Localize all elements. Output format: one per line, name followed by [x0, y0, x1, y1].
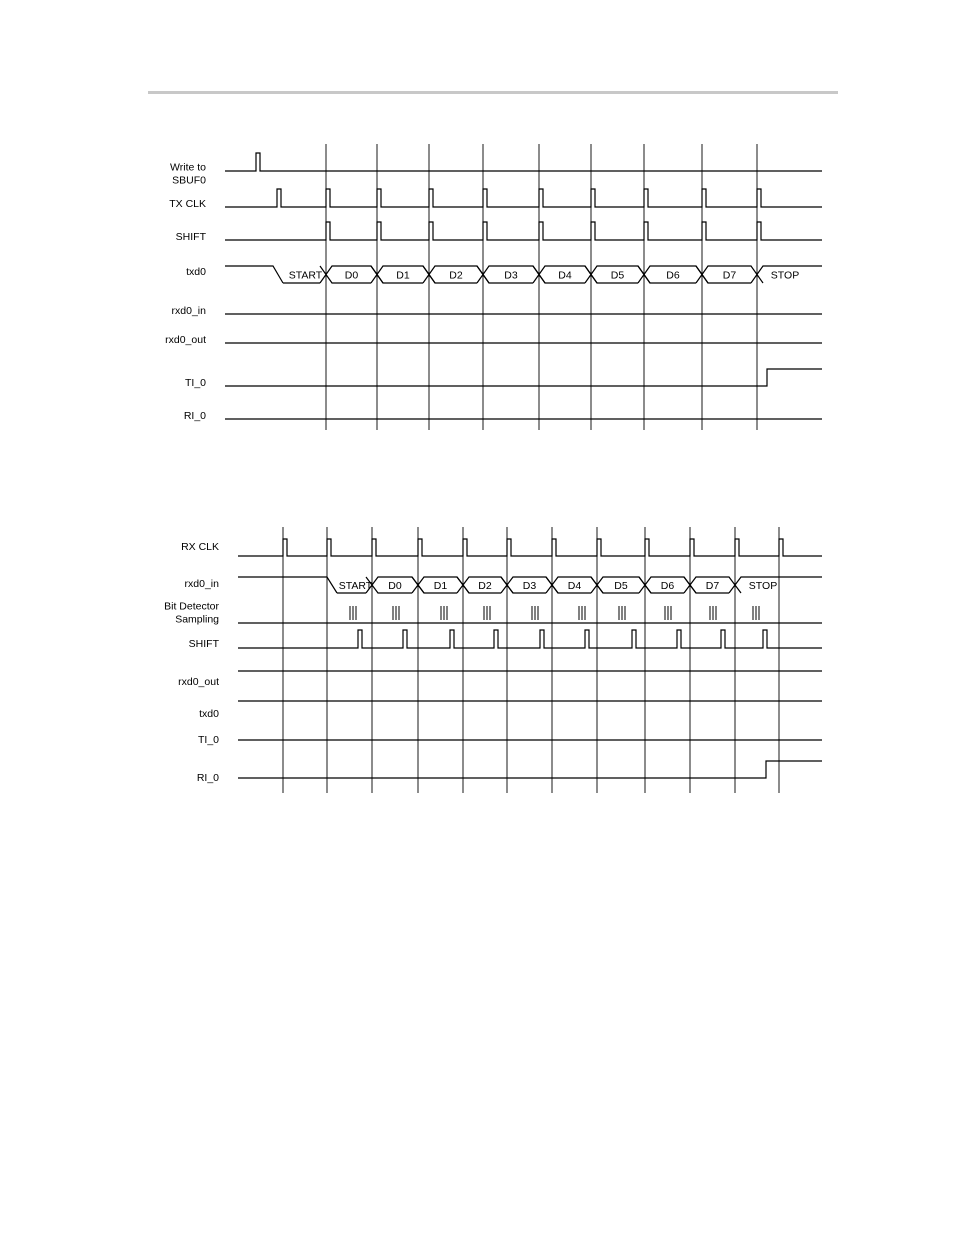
rx-rxd0-in-field-label: D2	[478, 580, 492, 592]
tx-label-rxd0-in: rxd0_in	[171, 305, 206, 317]
tx-txd0-field-label: D1	[396, 269, 410, 282]
rx-rxd0-in-field-label: D4	[567, 580, 582, 592]
tx-txd0-field-label: D0	[344, 269, 359, 282]
tx-txd0-field-label: D6	[666, 269, 680, 282]
rx-rxd0-in-field-label: D7	[705, 580, 720, 592]
tx-label-shift: SHIFT	[175, 231, 206, 243]
rx-wave-shift	[238, 630, 822, 648]
rx-label-rxd0-in: rxd0_in	[184, 578, 219, 590]
rx-rxd0-in-field-label: D6	[660, 580, 675, 592]
tx-txd0-field-label: D2	[449, 269, 463, 282]
rx-label-rxd0-out: rxd0_out	[178, 676, 219, 688]
rx-label-txd0: txd0	[199, 708, 219, 720]
rx-rxd0-in-field-label: D5	[614, 580, 628, 592]
rx-rxd0-in-start-edge	[238, 577, 337, 593]
rx-label-bit-detector-sampling: Bit Detector Sampling	[164, 600, 219, 626]
tx-txd0-field-label: STOP	[770, 269, 800, 282]
rx-wave-ri-0	[238, 761, 822, 778]
rx-rxd0-in-field-label: D1	[433, 580, 448, 592]
tx-label-rxd0-out: rxd0_out	[165, 334, 206, 346]
rx-label-ri-0: RI_0	[196, 772, 219, 784]
tx-label-write-sbuf0: Write to SBUF0	[170, 161, 206, 187]
tx-txd0-field-label: D4	[558, 269, 572, 282]
tx-label-ri-0: RI_0	[183, 410, 206, 422]
tx-txd0-field-label: D7	[722, 269, 737, 282]
rx-rxd0-in-field-label: D0	[388, 580, 402, 592]
tx-txd0-field-label: D3	[504, 269, 518, 282]
rx-label-shift: SHIFT	[188, 638, 219, 650]
rx-wave-rx-clk	[238, 539, 822, 556]
rx-rxd0-in-field-label: STOP	[748, 580, 778, 592]
rx-label-ti-0: TI_0	[197, 734, 219, 746]
tx-label-txd0: txd0	[186, 266, 206, 278]
tx-txd0-field-label: D5	[610, 269, 625, 282]
tx-txd0-field-label: START	[288, 269, 323, 282]
tx-label-ti-0: TI_0	[184, 377, 206, 389]
rx-rxd0-in-field-label: START	[338, 580, 373, 592]
tx-label-tx-clk: TX CLK	[169, 198, 206, 210]
rx-rxd0-in-field-label: D3	[522, 580, 537, 592]
rx-label-rx-clk: RX CLK	[181, 541, 219, 553]
